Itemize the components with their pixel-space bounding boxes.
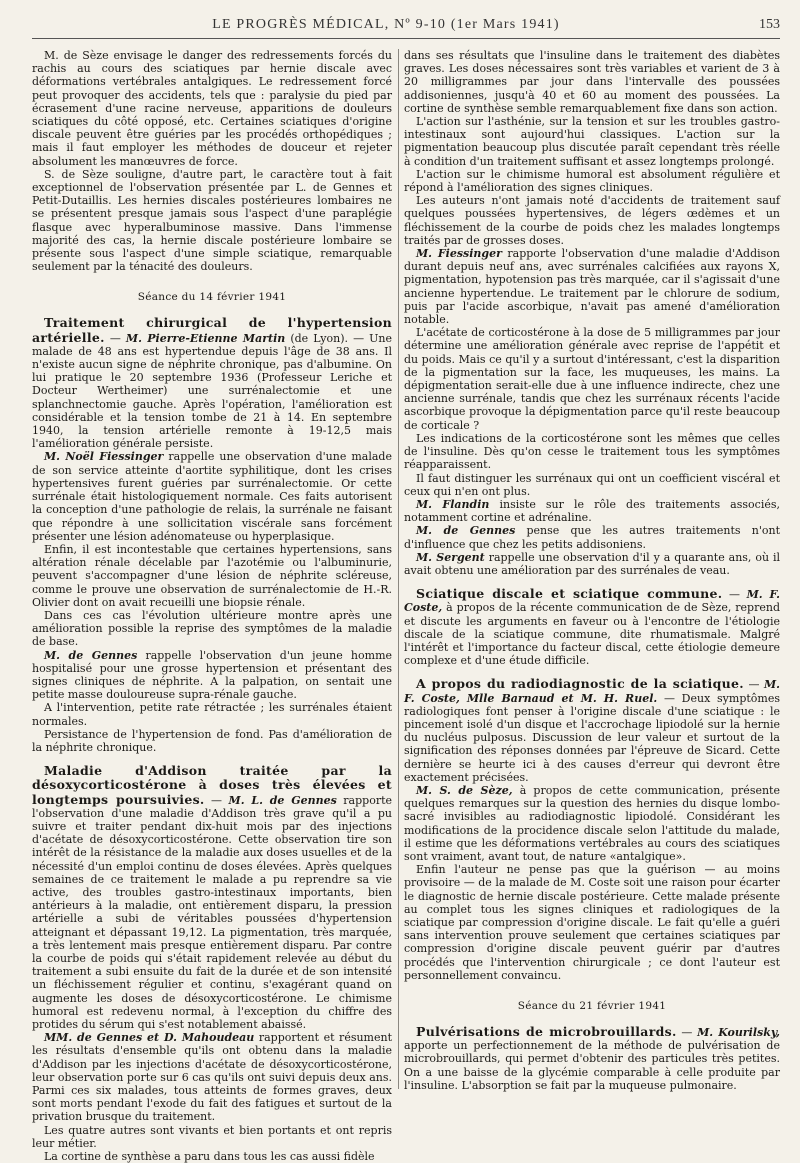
paragraph: Enfin, il est incontestable que certaines hypertensions, sans altération rénale décelable par l'azotémie ou l'albuminurie, peuvent s'accompagner d'une lésion de néphrite scléreuse, comme le prouve une observation de surrénalectomie de H.-R. Olivier dont on avait recueilli une biopsie rénale. (32, 542, 392, 609)
right-column (404, 49, 781, 1092)
paragraph-text: insiste sur le rôle des traitements associés, notamment cortine et adrénaline. (404, 497, 780, 525)
author-name: M. Sergent (416, 550, 485, 564)
journal-title: LE PROGRÈS MÉDICAL, Nº 9-10 (1er Mars 1941) (212, 17, 560, 32)
paragraph-text: rapporte l'observation d'une maladie d'Addison durant depuis neuf ans, avec surrénales calcifiées aux rayons X, pigmentation, hypotension pas très marquée, car il s'agissait d'une ancienne hypertendue. Le traitement par le chlorure de sodium, puis par l'acide ascorbique, n'avait pas amené d'amélioration notable. (404, 247, 781, 327)
paragraph-text: à propos de la récente communication de de Sèze, reprend et discute les arguments en faveur ou à l'encontre de l'étiologie discale de la sciatique commune, dite rhumatismale. Malgré l'intérêt et l'importance du facteur discal, cette étiologie demeure complexe et d'une étude difficile. (404, 601, 780, 668)
paragraph (32, 450, 392, 542)
paragraph: Persistance de l'hypertension de fond. Pas d'amélioration de la néphrite chronique. (32, 727, 392, 754)
section-paragraph: Traitement chirurgical de l'hypertension artérielle. — M. Pierre-Etienne Martin (de Lyon). — Une malade de 48 ans est hypertendue depuis l'âge de 38 ans. Il n'existe aucun signe de néphrite chronique, pas d'albumine. On lui pratique le 20 septembre 1936 (Professeur Leriche et Docteur Wertheimer) une surrénalectomie et une splanchnectomie gauche. Après l'opération, l'amélioration est considérable et la tension tombe de 21 à 14. En septembre 1940, la tension artérielle remonte à 19-12,5 mais l'amélioration générale persiste. (32, 315, 392, 451)
paragraph: dans ses résultats que l'insuline dans le traitement des diabètes graves. Les doses nécessaires sont très variables et varient de 3 à 20 milligrammes par jour dans l'intervalle des poussées addisoniennes, jusqu'à 40 et 60 au moment des poussées. La cortine de synthèse semble remarquablement fixe dans son action. (404, 49, 780, 115)
paragraph: L'acétate de corticostérone à la dose de 5 milligrammes par jour détermine une amélioration générale avec reprise de l'appétit et du poids. Mais ce qu'il y a surtout d'intéressant, c'est la disparition de la pigmentation sur la face, les muqueuses, les mains. La dépigmentation serait-elle due à une influence indirecte, chez une ancienne surrénale, tandis que chez les surrénaux récents l'acide ascorbique provoque la dépigmentation parce qu'il reste beaucoup de corticale ? (404, 326, 780, 432)
paragraph-text: (de Lyon). — Une malade de 48 ans est hypertendue depuis l'âge de 38 ans. Il n'existe aucun signe de néphrite chronique, pas d'albumine. On lui pratique le 20 septembre 1936 (Professeur Leriche et Docteur Wertheimer) une surrénalectomie et une splanchnectomie gauche. Après l'opération, l'amélioration est considérable et la tension tombe de 21 à 14. En septembre 1940, la tension artérielle remonte à 19-12,5 mais l'amélioration générale persiste. (32, 331, 392, 451)
author-name: M. de Gennes (44, 648, 138, 662)
section-heading: Pulvérisations de microbrouillards. (416, 1024, 677, 1040)
author-name: M. Noël Fiessinger (44, 450, 164, 464)
paragraph: Les auteurs n'ont jamais noté d'accidents de traitement sauf quelques poussées hypertensives, de légers œdèmes et un fléchissement de la courbe de poids chez les malades longtemps traités par de grosses doses. (404, 194, 780, 247)
paragraph: L'action sur l'asthénie, sur la tension et sur les troubles gastro-intestinaux sont aujourd'hui classiques. L'action sur la pigmentation beaucoup plus discutée paraît cependant très réelle à condition d'un traitement suffisant et assez longtemps prolongé. (404, 115, 780, 168)
paragraph-text: rapporte l'observation d'une maladie d'Addison très grave qu'il a pu suivre et traiter pendant dix-huit mois par des injections d'acétate de désoxycorticostérone. Cette observation tire son intérêt de la résistance de la maladie aux doses usuelles et de la nécessité d'un emploi continu de doses élevées. Après quelques semaines de ce traitement le malade a pu reprendre sa vie active, des troubles gastro-intestinaux importants, bien antérieurs à la maladie, ont entièrement disparu, la pression artérielle a subi de véritables poussées d'hypertension atteignant et dépassant 19,12. La pigmentation, très marquée, a très lentement mais presque entièrement disparu. Par contre la courbe de poids qui s'était rapidement relevée au début du traitement a subi ensuite du fait de la durée et de son intensité un fléchissement régulier et continu, s'exagérant quand on augmente les doses de désoxycorticostérone. Le chimisme humoral est redevenu normal, à l'exception du chiffre des protides du sérum qui s'est notablement abaissé. (32, 793, 393, 1032)
section-paragraph: A propos du radiodiagnostic de la sciatique. — M. F. Coste, Mlle Barnaud et M. H. Ruel. — Deux symptômes radiologiques font penser à l'origine discale d'une sciatique : le pincement isolé d'un disque et l'accrochage lipiodolé sur la hernie du nucléus pulposus. Discussion de leur valeur et surtout de la signification des réponses données par l'épreuve de Sicard. Cette dernière se heurte ici à des causes d'erreur qui devront être exactement précisées. (404, 676, 780, 784)
paragraph: La cortine de synthèse a paru dans tous les cas aussi fidèle (44, 1150, 375, 1163)
session-date: Séance du 14 février 1941 (137, 291, 287, 304)
paragraph-text: pense que les autres traitements n'ont d'influence que chez les petits addisoniens. (404, 524, 780, 551)
section-heading: Maladie d'Addison traitée par la désoxycorticostérone à doses très élevées et longtemps poursuivies. (32, 763, 392, 807)
paragraph (32, 1031, 392, 1123)
text-columns (32, 49, 781, 1163)
author-name: M. F. Coste, (404, 588, 780, 615)
paragraph: S. de Sèze souligne, d'autre part, le caractère tout à fait exceptionnel de l'observation présentée par L. de Gennes et Petit-Dutaillis. Les hernies discales postérieures lombaires ne se présentent presque jamais sous l'aspect d'une paraplégie flasque avec hyperalbuminose massive. Dans l'immense majorité des cas, la hernie discale postérieure lombaire se présente sous l'aspect d'une simple sciatique, remarquable seulement par la ténacité des douleurs. (32, 167, 392, 274)
section-heading: Traitement chirurgical de l'hypertension artérielle. (32, 315, 392, 345)
author-name: M. Flandin (416, 497, 490, 511)
paragraph: M. de Sèze envisage le danger des redressements forcés du rachis au cours des sciatiques par hernie discale avec déformations vertébrales antalgiques. Le redressement forcé peut provoquer des accidents, tels que : paralysie du pied par écrasement d'une racine nerveuse, apparitions de douleurs sciatiques du côté opposé, etc. Certaines sciatiques d'origine discale peuvent être guéries par les procédés orthopédiques ; mais il faut employer les méthodes de douceur et rejeter absolument les manœuvres de force. (32, 49, 392, 168)
paragraph (404, 784, 780, 863)
paragraph-text: rappelle l'observation d'un jeune homme hospitalisé pour une grosse hypertension et présentant des signes cliniques de néphrite. A la palpation, on sentait une petite masse douloureuse supra-rénale gauche. (32, 648, 393, 702)
paragraph: Il faut distinguer les surrénaux qui ont un coefficient viscéral et ceux qui n'en ont plus. (404, 471, 780, 498)
author-name: M. S. de Sèze, (416, 783, 513, 797)
paragraph-text: rappelle une observation d'il y a quarante ans, où il avait obtenu une amélioration par des surrénales de veau. (404, 550, 780, 577)
paragraph-text: rappelle une observation d'une malade de son service atteinte d'aortite syphilitique, dont les crises hypertensives furent guéries par surrénalectomie. Or cette surrénale était histologiquement normale. Ces faits autorisent la conception d'une pathologie de relais, la surrénale ne faisant que répondre à une sollicitation viscérale sans forcément présenter une lésion adénomateuse ou hyperplasique. (32, 450, 392, 543)
author-name: M. Fiessinger (416, 247, 502, 261)
paragraph (404, 247, 780, 326)
paragraph: L'action sur le chimisme humoral est absolument régulière et répond à l'amélioration des signes cliniques. (404, 167, 780, 195)
author-name: M. Kourilsky, (697, 1026, 780, 1040)
paragraph (404, 551, 780, 577)
author-name: M. L. de Gennes (228, 793, 337, 807)
author-name: M. Pierre-Etienne Martin (125, 331, 286, 345)
paragraph: Les quatre autres sont vivants et bien portants et ont repris leur métier. (32, 1123, 392, 1150)
page-number: 153 (759, 17, 780, 32)
section-heading: A propos du radiodiagnostic de la sciatique. (416, 676, 744, 692)
author-name: M. de Gennes (416, 524, 516, 538)
paragraph: A l'intervention, petite rate rétractée ; les surrénales étaient normales. (32, 701, 392, 728)
paragraph: Enfin l'auteur ne pense pas que la guérison — au moins provisoire — de la malade de M. Coste soit une raison pour écarter le diagnostic de hernie discale postérieure. Cette malade présente au complet tous les signes cliniques et radiologiques de la sciatique par compression d'origine discale. Le fait qu'elle a guéri sans intervention prouve seulement que certaines sciatiques par compression d'origine discale peuvent guérir par d'autres procédés que l'intervention chirurgicale ; ce dont l'auteur est personnellement convaincu. (404, 863, 780, 982)
session-date: Séance du 21 février 1941 (517, 1000, 667, 1013)
paragraph-text: à propos de cette communication, présente quelques remarques sur la question des hernies du disque lombo-sacré invisibles au radiodiagnostic lipiodolé. Considérant les modifications de la procidence discale selon l'attitude du malade, il estime que les déformations vertébrales au cours des sciatiques sont vraiment, avant tout, de nature «antalgique». (404, 783, 780, 863)
section-paragraph: Sciatique discale et sciatique commune. — M. F. Coste, à propos de la récente communication de de Sèze, reprend et discute les arguments en faveur ou à l'encontre de l'étiologie discale de la sciatique commune, dite rhumatismale. Malgré l'intérêt et l'importance du facteur discal, cette étiologie demeure complexe et d'une étude difficile. (404, 586, 780, 668)
paragraph (32, 649, 392, 702)
left-column (32, 49, 393, 1163)
section-heading: Sciatique discale et sciatique commune. (416, 586, 723, 602)
paragraph: Dans ces cas l'évolution ultérieure montre après une amélioration possible la reprise des symptômes de la maladie de base. (32, 608, 392, 649)
paragraph-text: — Deux symptômes radiologiques font penser à l'origine discale d'une sciatique : le pincement isolé d'un disque et l'accrochage lipiodolé sur la hernie du nucléus pulposus. Discussion de leur valeur et surtout de la signification des réponses données par l'épreuve de Sicard. Cette dernière se heurte ici à des causes d'erreur qui devront être exactement précisées. (404, 691, 780, 784)
column-rule (398, 49, 399, 1089)
author-name: M. F. Coste, Mlle Barnaud et M. H. Ruel. (404, 678, 780, 705)
paragraph (404, 498, 780, 524)
paragraph-text: rapportent et résument les résultats d'ensemble qu'ils ont obtenu dans la maladie d'Addison par les injections d'acétate de désoxycorticostérone, leur observation porte sur 6 cas qu'ils ont suivi depuis deux ans. Parmi ces six malades, tous atteints de formes graves, deux sont morts pendant l'exode du fait des fatigues et surtout de la privation brusque du traitement. (32, 1031, 392, 1124)
author-name: MM. de Gennes et D. Mahoudeau (44, 1031, 255, 1045)
paragraph (404, 524, 780, 550)
section-paragraph: Pulvérisations de microbrouillards. — M. Kourilsky, apporte un perfectionnement de la méthode de pulvérisation de microbrouillards, qui permet d'obtenir des particules très petites. On a une baisse de la glycémie comparable à celle produite par l'insuline. L'absorption se fait par la muqueuse pulmonaire. (404, 1024, 780, 1092)
section-paragraph: Maladie d'Addison traitée par la désoxycorticostérone à doses très élevées et longtemps poursuivies. — M. L. de Gennes rapporte l'observation d'une maladie d'Addison très grave qu'il a pu suivre et traiter pendant dix-huit mois par des injections d'acétate de désoxycorticostérone. Cette observation tire son intérêt de la résistance de la maladie aux doses usuelles et de la nécessité d'un emploi continu de doses élevées. Après quelques semaines de ce traitement le malade a pu reprendre sa vie active, des troubles gastro-intestinaux importants, bien antérieurs à la maladie, ont entièrement disparu, la pression artérielle a subi de véritables poussées d'hypertension atteignant et dépassant 19,12. La pigmentation, très marquée, a très lentement mais presque entièrement disparu. Par contre la courbe de poids qui s'était rapidement relevée au début du traitement a subi ensuite du fait de la durée et de son intensité un fléchissement régulier et continu, s'exagérant quand on augmente les doses de désoxycorticostérone. Le chimisme humoral est redevenu normal, à l'exception du chiffre des protides du sérum qui s'est notablement abaissé. (32, 763, 393, 1032)
paragraph-text: apporte un perfectionnement de la méthode de pulvérisation de microbrouillards, qui permet d'obtenir des particules très petites. On a une baisse de la glycémie comparable à celle produite par l'insuline. L'absorption se fait par la muqueuse pulmonaire. (404, 1039, 780, 1092)
running-header (32, 14, 780, 39)
paragraph: Les indications de la corticostérone sont les mêmes que celles de l'insuline. Dès qu'on cesse le traitement tous les symptômes réapparaissent. (404, 431, 780, 472)
